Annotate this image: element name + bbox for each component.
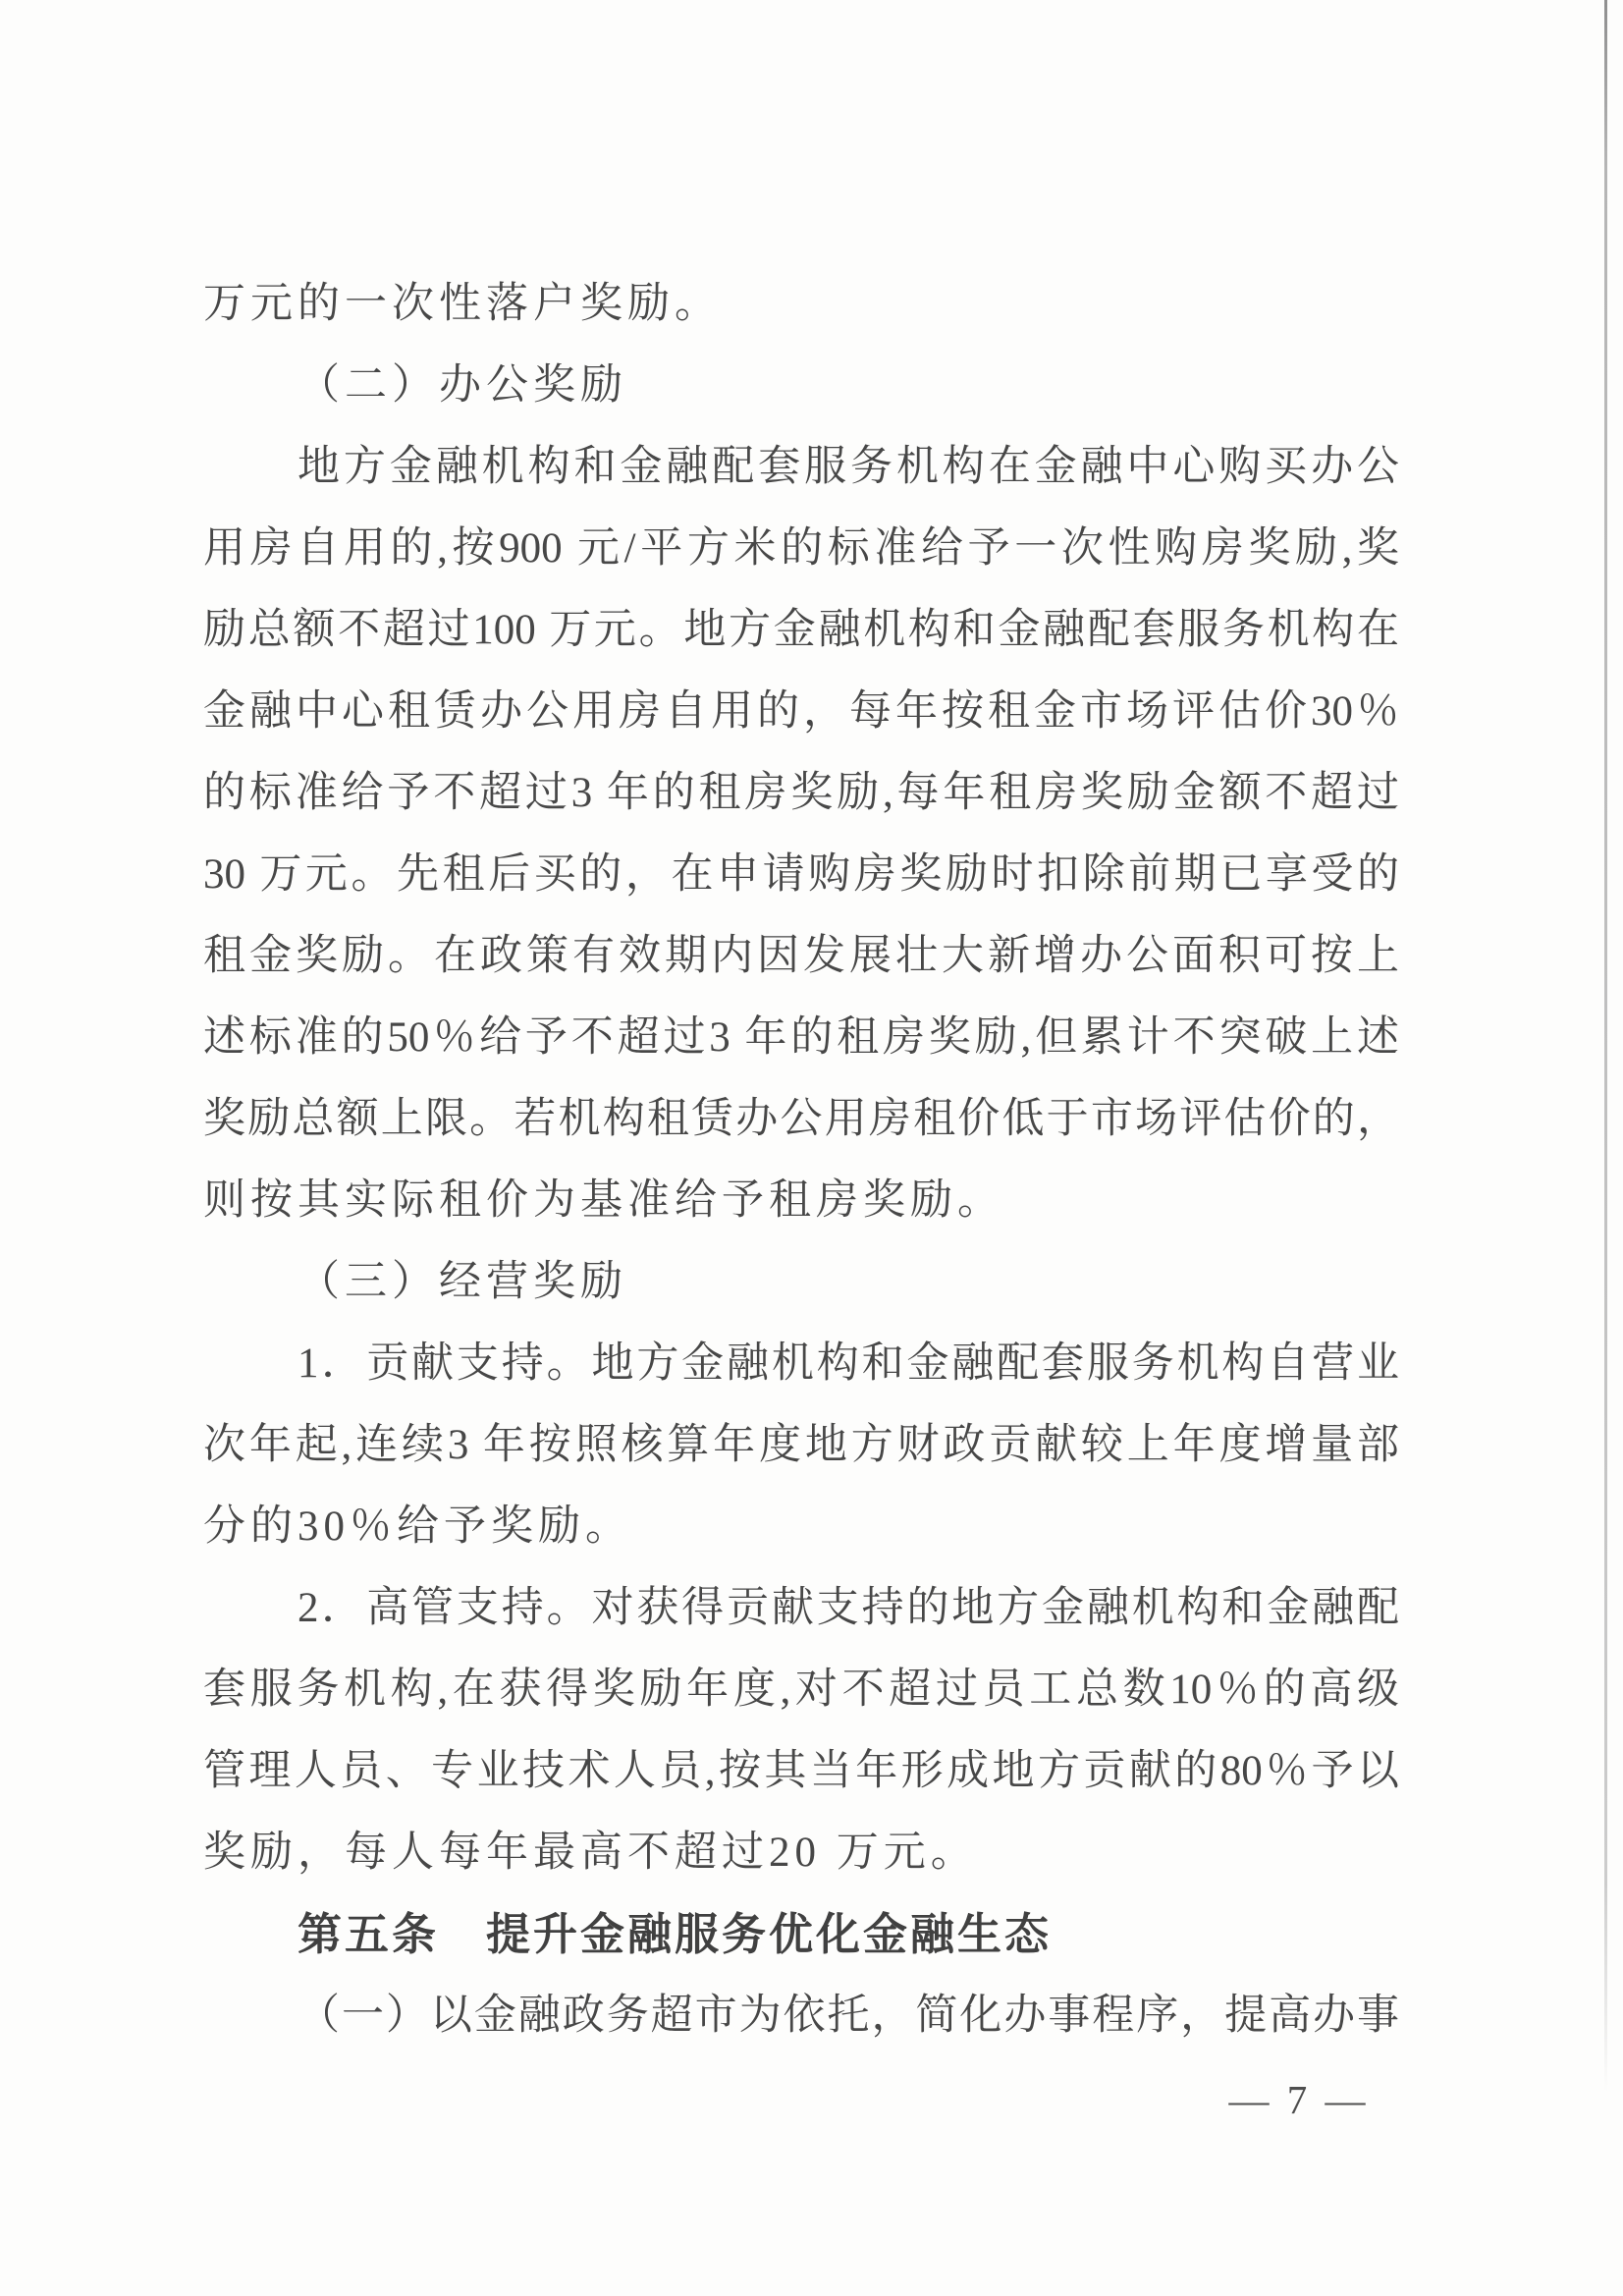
text-line: 励总额不超过100 万元。地方金融机构和金融配套服务机构在 (203, 607, 1399, 653)
text-line: 2．高管支持。对获得贡献支持的地方金融机构和金融配 (298, 1585, 1399, 1631)
text-line: 套服务机构,在获得奖励年度,对不超过员工总数10％的高级 (203, 1667, 1399, 1713)
text-line: （二）办公奖励 (298, 362, 627, 409)
text-line: 用房自用的,按900 元/平方米的标准给予一次性购房奖励,奖 (203, 525, 1399, 572)
text-line: 1．贡献支持。地方金融机构和金融配套服务机构自营业 (298, 1340, 1399, 1387)
text-line: 租金奖励。在政策有效期内因发展壮大新增办公面积可按上 (203, 933, 1399, 979)
text-line: 分的30％给予奖励。 (203, 1503, 632, 1550)
text-line: 奖励，每人每年最高不超过20 万元。 (203, 1830, 978, 1876)
text-line: 金融中心租赁办公用房自用的，每年按租金市场评估价30％ (203, 688, 1399, 735)
scan-artifact-line (1604, 0, 1607, 2092)
text-line: 述标准的50％给予不超过3 年的租房奖励,但累计不突破上述 (203, 1014, 1399, 1061)
text-line: 30 万元。先租后买的，在申请购房奖励时扣除前期已享受的 (203, 851, 1399, 898)
text-line: 管理人员、专业技术人员,按其当年形成地方贡献的80％予以 (203, 1748, 1399, 1794)
heading-line: 第五条 提升金融服务优化金融生态 (298, 1909, 1053, 1959)
text-line: 万元的一次性落户奖励。 (203, 281, 722, 327)
text-line: 奖励总额上限。若机构租赁办公用房租价低于市场评估价的， (203, 1096, 1399, 1142)
text-line: 次年起,连续3 年按照核算年度地方财政贡献较上年度增量部 (203, 1422, 1399, 1468)
text-line: （三）经营奖励 (298, 1259, 627, 1305)
text-line: 地方金融机构和金融配套服务机构在金融中心购买办公 (298, 444, 1399, 490)
text-line: 的标准给予不超过3 年的租房奖励,每年租房奖励金额不超过 (203, 770, 1399, 816)
document-body (203, 263, 1399, 2056)
text-line: 则按其实际租价为基准给予租房奖励。 (203, 1177, 1004, 1224)
text-line: （一）以金融政务超市为依托，简化办事程序，提高办事 (298, 1993, 1399, 2039)
page-number: — 7 — (1228, 2077, 1370, 2122)
